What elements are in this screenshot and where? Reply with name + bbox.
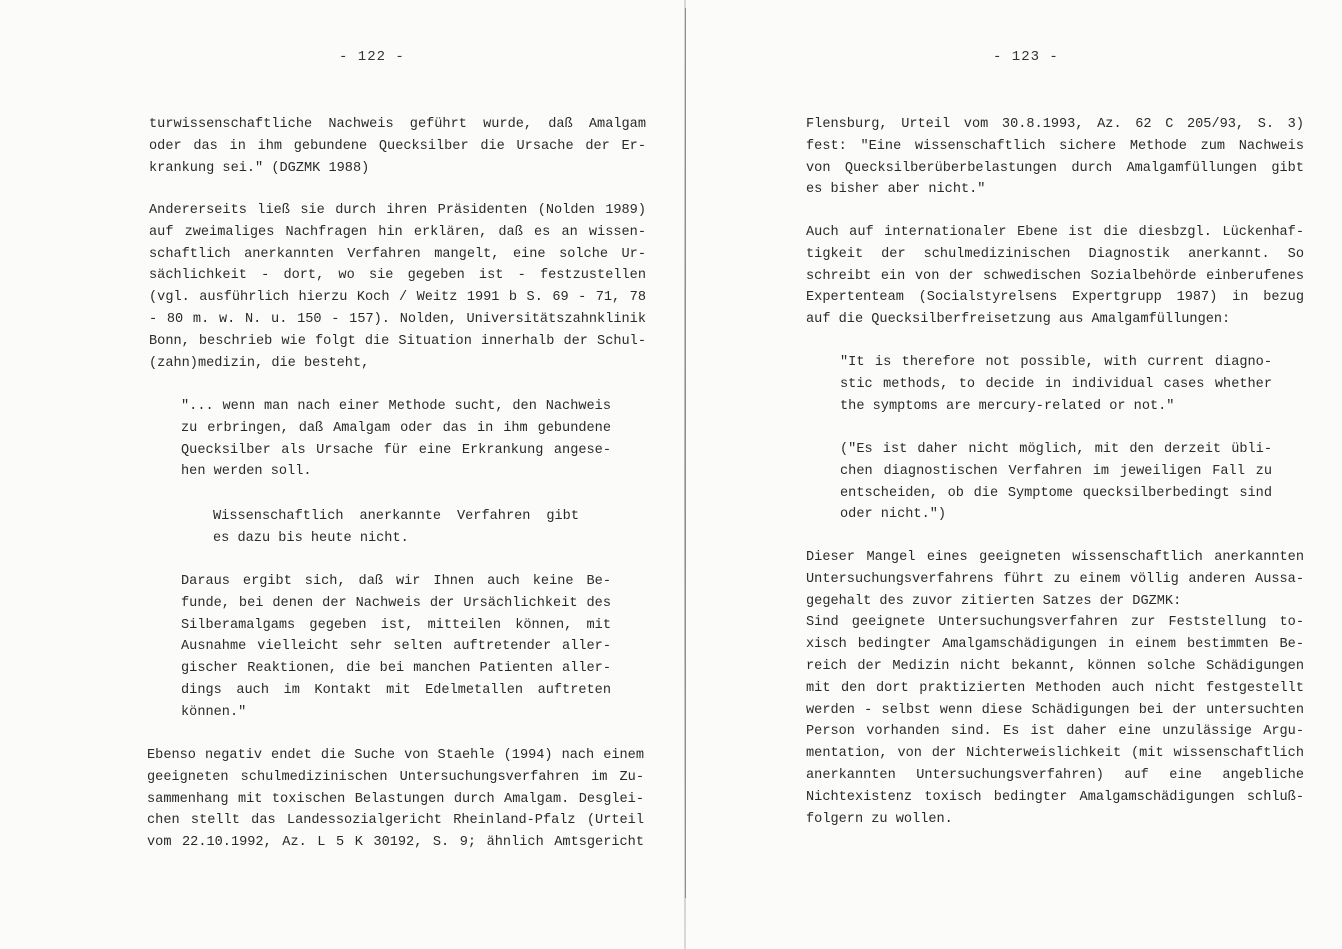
- block-quote: [840, 352, 1272, 417]
- text-line: Ebenso negativ endet die Suche von Staehle (1994) nach einem: [147, 748, 644, 763]
- block-quote: [213, 506, 579, 550]
- text-line: schreibt ein von der schwedischen Sozialbehörde einberufenes: [806, 268, 1304, 284]
- text-line: auf zweimaliges Nachfragen hin erklären, daß es an wissen-: [149, 224, 646, 240]
- text-line: ("Es ist daher nicht möglich, mit den derzeit übli-: [840, 442, 1272, 457]
- right-page: [686, 0, 1342, 949]
- text-line: tigkeit der schulmedizinischen Diagnostik anerkannt. So: [806, 246, 1304, 262]
- text-line: Nichtexistenz toxisch bedingter Amalgamschädigungen schluß-: [806, 789, 1304, 805]
- text-line: Bonn, beschrieb wie folgt die Situation innerhalb der Schul-: [149, 333, 646, 349]
- text-line: Dieser Mangel eines geeigneten wissenschaftlich anerkannten: [806, 550, 1304, 565]
- block-quote: [181, 396, 611, 483]
- block-quote: [181, 571, 611, 724]
- block-quote: [840, 439, 1272, 526]
- text-line: Untersuchungsverfahrens führt zu einem völlig anderen Aussa-: [806, 571, 1304, 587]
- text-line: Person vorhanden sind. Es ist daher eine unzulässige Argu-: [806, 724, 1304, 740]
- text-line: funde, bei denen der Nachweis der Ursächlichkeit des: [181, 595, 611, 611]
- text-line: the symptoms are mercury-related or not.": [840, 398, 1175, 414]
- text-line: (vgl. ausführlich hierzu Koch / Weitz 1991 b S. 69 - 71, 78: [149, 290, 646, 306]
- text-line: können.": [181, 704, 247, 720]
- text-line: "It is therefore not possible, with current diagno-: [840, 355, 1272, 370]
- text-line: Silberamalgams gegeben ist, mitteilen können, mit: [181, 617, 611, 633]
- text-line: - 80 m. w. N. u. 150 - 157). Nolden, Universitätszahnklinik: [149, 311, 646, 327]
- text-line: Flensburg, Urteil vom 30.8.1993, Az. 62 C 205/93, S. 3): [806, 117, 1304, 132]
- text-line: chen diagnostischen Verfahren im jeweiligen Fall zu: [840, 463, 1272, 479]
- text-line: mentation, von der Nichterweislichkeit (mit wissenschaftlich: [806, 746, 1304, 762]
- text-line: geeigneten schulmedizinischen Untersuchungsverfahren im Zu-: [147, 769, 644, 785]
- paragraph: [806, 547, 1304, 830]
- paragraph: [147, 745, 644, 854]
- text-line: gegehalt des zuvor zitierten Satzes der DGZMK:: [806, 593, 1182, 609]
- text-line: reich der Medizin nicht bekannt, können solche Schädigungen: [806, 658, 1304, 674]
- text-line: (zahn)medizin, die besteht,: [149, 355, 370, 371]
- text-line: dings auch im Kontakt mit Edelmetallen auftreten: [181, 682, 611, 698]
- text-line: folgern zu wollen.: [806, 811, 953, 827]
- text-line: oder nicht."): [840, 507, 947, 523]
- text-line: auf die Quecksilberfreisetzung aus Amalgamfüllungen:: [806, 312, 1231, 328]
- page-number: - 123 -: [993, 49, 1059, 65]
- text-line: stic methods, to decide in individual cases whether: [840, 376, 1272, 392]
- text-line: vom 22.10.1992, Az. L 5 K 30192, S. 9; ähnlich Amtsgericht: [147, 835, 644, 851]
- text-line: zu erbringen, daß Amalgam oder das in ihm gebundene: [181, 420, 611, 436]
- text-line: Sind geeignete Untersuchungsverfahren zur Feststellung to-: [806, 615, 1304, 631]
- text-line: sächlichkeit - dort, wo sie gegeben ist - festzustellen: [149, 268, 646, 284]
- text-line: gischer Reaktionen, die bei manchen Patienten aller-: [181, 661, 611, 677]
- text-line: sammenhang mit toxischen Belastungen durch Amalgam. Desglei-: [147, 791, 644, 807]
- text-line: Daraus ergibt sich, daß wir Ihnen auch keine Be-: [181, 574, 611, 589]
- text-line: Auch auf internationaler Ebene ist die diesbzgl. Lückenhaf-: [806, 225, 1304, 240]
- text-line: Quecksilber als Ursache für eine Erkrankung angese-: [181, 442, 611, 458]
- text-line: von Quecksilberüberbelastungen durch Amalgamfüllungen gibt: [806, 160, 1304, 176]
- text-line: schaftlich anerkannten Verfahren mangelt, eine solche Ur-: [149, 246, 646, 262]
- text-line: fest: "Eine wissenschaftlich sichere Methode zum Nachweis: [806, 138, 1304, 154]
- paragraph: [149, 200, 646, 374]
- text-line: entscheiden, ob die Symptome quecksilberbedingt sind: [840, 485, 1272, 501]
- text-line: Expertenteam (Socialstyrelsens Expertgrupp 1987) in bezug: [806, 290, 1304, 306]
- text-line: turwissenschaftliche Nachweis geführt wurde, daß Amalgam: [149, 117, 646, 132]
- paragraph: [806, 114, 1304, 201]
- text-line: xisch bedingter Amalgamschädigungen in einem bestimmten Be-: [806, 637, 1304, 653]
- text-line: anerkannten Untersuchungsverfahren) auf eine angebliche: [806, 767, 1304, 783]
- text-line: Wissenschaftlich anerkannte Verfahren gibt: [213, 509, 579, 524]
- paragraph: [806, 222, 1304, 331]
- text-line: Andererseits ließ sie durch ihren Präsidenten (Nolden 1989): [149, 203, 646, 218]
- text-line: es bisher aber nicht.": [806, 182, 986, 198]
- text-line: chen stellt das Landessozialgericht Rheinland-Pfalz (Urteil: [147, 813, 644, 829]
- text-line: krankung sei." (DGZMK 1988): [149, 160, 370, 176]
- text-line: Ausnahme vielleicht sehr selten auftretender aller-: [181, 639, 611, 655]
- text-line: "... wenn man nach einer Methode sucht, den Nachweis: [181, 399, 611, 414]
- text-line: oder das in ihm gebundene Quecksilber die Ursache der Er-: [149, 138, 646, 154]
- paragraph: [149, 114, 646, 179]
- page-number: - 122 -: [339, 49, 405, 65]
- text-line: werden - selbst wenn diese Schädigungen bei der untersuchten: [806, 702, 1304, 718]
- text-line: hen werden soll.: [181, 464, 312, 480]
- text-line: mit den dort praktizierten Methoden auch nicht festgestellt: [806, 680, 1304, 696]
- text-line: es dazu bis heute nicht.: [213, 530, 409, 546]
